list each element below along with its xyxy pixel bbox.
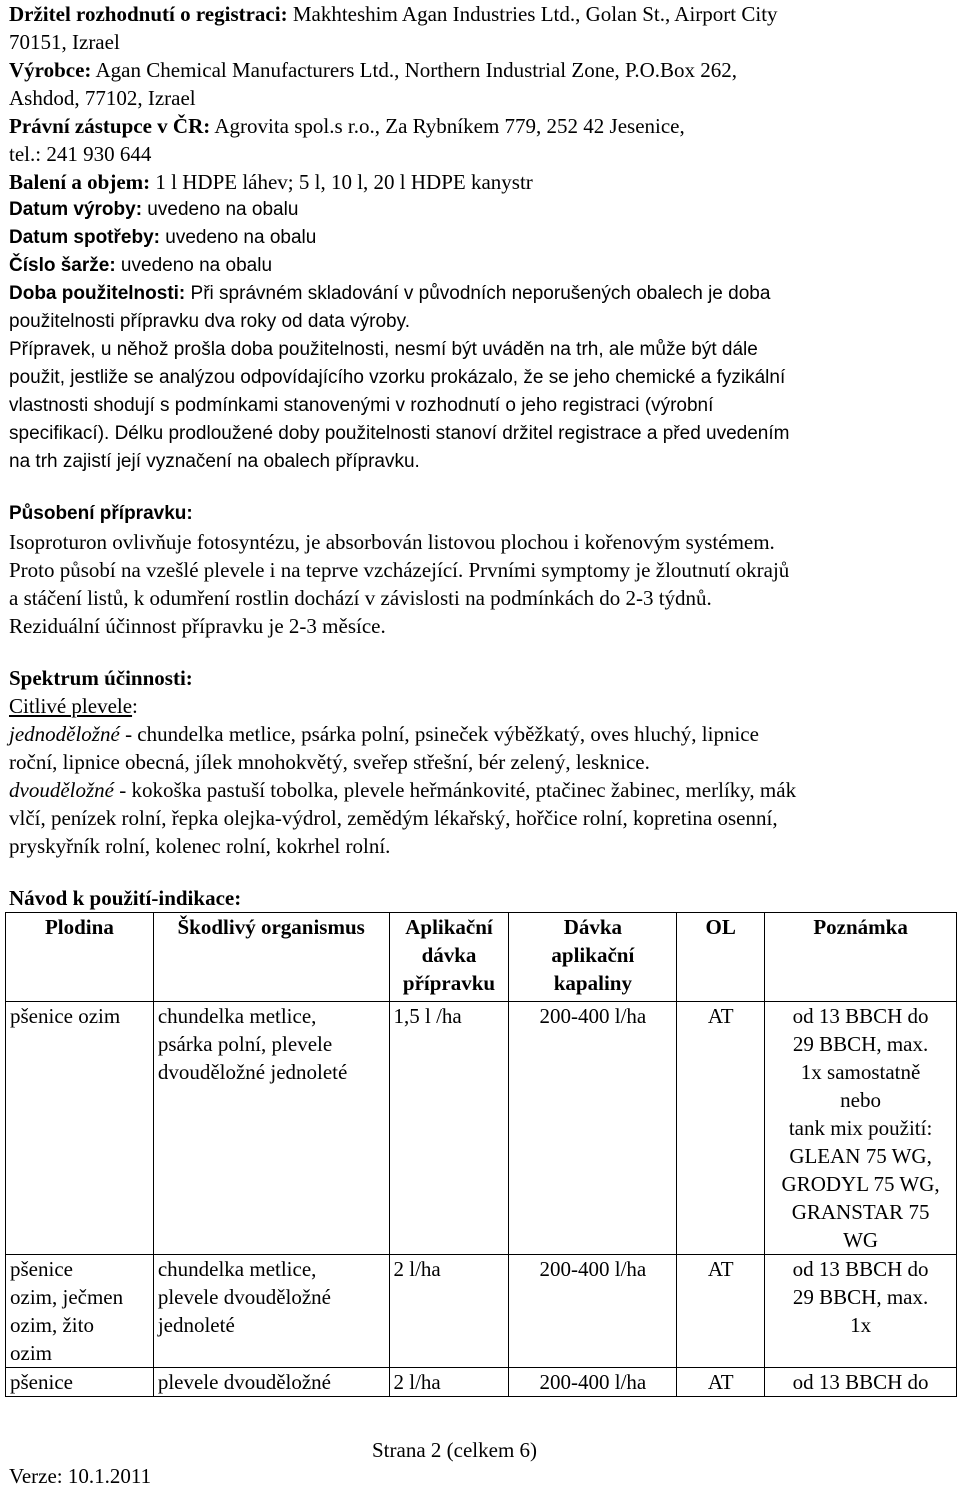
pack-value: 1 l HDPE láhev; 5 l, 10 l, 20 l HDPE kanystr [150, 170, 533, 194]
sensitive-weeds-label: Citlivé plevele [9, 694, 133, 718]
spectrum-heading: Spektrum účinnosti: [9, 666, 193, 690]
mono-line-2: roční, lipnice obecná, jílek mnohokvětý, sveřep střešní, bér zelený, lesknice. [9, 750, 650, 774]
shelf-line-2: použitelnosti přípravku dva roky od data výroby. [9, 311, 410, 332]
version-label: Verze: 10.1.2011 [9, 1464, 152, 1488]
action-line: a stáčení listů, k odumření rostlin dochází v závislosti na podmínkách do 2-3 týdnů. [9, 586, 712, 610]
action-line: Reziduální účinnost přípravku je 2-3 měsíce. [9, 614, 386, 638]
cell-dose: 2 l/ha [389, 1368, 509, 1397]
cell-dose: 1,5 l /ha [389, 1002, 509, 1255]
shelf-value: Při správném skladování v původních neporušených obalech je doba [185, 283, 771, 304]
cell-pest: plevele dvouděložné [153, 1368, 389, 1397]
mfg-date-value: uvedeno na obalu [142, 199, 299, 220]
shelf-label: Doba použitelnosti: [9, 283, 186, 304]
mono-label: jednoděložné [9, 722, 120, 746]
cell-ol: AT [677, 1368, 765, 1397]
di-label: dvouděložné [9, 778, 114, 802]
holder-value: Makhteshim Agan Industries Ltd., Golan St., Airport City [287, 2, 778, 26]
cell-dose: 2 l/ha [389, 1255, 509, 1368]
cell-ol: AT [677, 1002, 765, 1255]
holder-line-2: 70151, Izrael [9, 30, 120, 54]
col-crop: Plodina [6, 913, 154, 1002]
batch-value: uvedeno na obalu [115, 255, 273, 276]
exp-date-label: Datum spotřeby: [9, 227, 160, 248]
col-ol: OL [677, 913, 765, 1002]
rep-label: Právní zástupce v ČR: [9, 114, 211, 138]
shelf-para-line: Přípravek, u něhož prošla doba použitelnosti, nesmí být uváděn na trh, ale může být dále [9, 339, 758, 360]
indication-table [5, 912, 957, 1397]
cell-liquid: 200-400 l/ha [509, 1002, 677, 1255]
cell-liquid: 200-400 l/ha [509, 1255, 677, 1368]
mfg-date-line [9, 196, 954, 224]
table-row [6, 1255, 957, 1368]
table-row [6, 1002, 957, 1255]
holder-line-1 [9, 0, 954, 28]
col-liquid: Dávka aplikační kapaliny [509, 913, 677, 1002]
shelf-line-1 [9, 280, 954, 308]
rep-line-1 [9, 112, 954, 140]
cell-crop: pšenice ozim [6, 1002, 154, 1255]
shelf-para-line: vlastnosti shodují s podmínkami stanovenými v rozhodnutí o jeho registraci (výrobní [9, 395, 714, 416]
exp-date-line [9, 224, 954, 252]
producer-value: Agan Chemical Manufacturers Ltd., Northern Industrial Zone, P.O.Box 262, [91, 58, 738, 82]
rep-value: Agrovita spol.s r.o., Za Rybníkem 779, 252 42 Jesenice, [210, 114, 685, 138]
cell-note: od 13 BBCH do 29 BBCH, max. 1x [765, 1255, 957, 1368]
mono-text: - chundelka metlice, psárka polní, psineček výběžkatý, oves hluchý, lipnice [119, 722, 759, 746]
cell-note: od 13 BBCH do 29 BBCH, max. 1x samostatně nebo tank mix použití: GLEAN 75 WG, GRODYL 75 WG, GRANSTAR 75 WG [765, 1002, 957, 1255]
batch-label: Číslo šarže: [9, 255, 116, 276]
holder-label: Držitel rozhodnutí o registraci: [9, 2, 288, 26]
action-line: Proto působí na vzešlé plevele i na teprve vzcházející. Prvními symptomy je žloutnutí okrajů [9, 558, 790, 582]
cell-note: od 13 BBCH do [765, 1368, 957, 1397]
col-dose: Aplikační dávka přípravku [389, 913, 509, 1002]
col-pest: Škodlivý organismus [153, 913, 389, 1002]
pack-line [9, 168, 954, 196]
action-heading: Působení přípravku: [9, 503, 193, 524]
di-text: - kokoška pastuší tobolka, plevele heřmánkovité, ptačinec žabinec, merlíky, mák [113, 778, 797, 802]
mfg-date-label: Datum výroby: [9, 199, 143, 220]
document-page [9, 0, 954, 1397]
di-line-1 [9, 776, 954, 804]
producer-line-1 [9, 56, 954, 84]
page-number: Strana 2 (celkem 6) [372, 1438, 538, 1462]
producer-line-2: Ashdod, 77102, Izrael [9, 86, 196, 110]
sensitive-weeds-colon: : [132, 694, 138, 718]
table-row [6, 1368, 957, 1397]
cell-pest: chundelka metlice, plevele dvouděložné jednoleté [153, 1255, 389, 1368]
rep-line-2: tel.: 241 930 644 [9, 142, 152, 166]
di-line-3: pryskyřník rolní, kolenec rolní, kokrhel rolní. [9, 834, 391, 858]
cell-crop: pšenice ozim, ječmen ozim, žito ozim [6, 1255, 154, 1368]
action-line: Isoproturon ovlivňuje fotosyntézu, je absorbován listovou plochou i kořenovým systémem. [9, 530, 775, 554]
batch-line [9, 252, 954, 280]
table-header-row [6, 913, 957, 1002]
shelf-para-line: použit, jestliže se analýzou odpovídajícího vzorku prokázalo, že se jeho chemické a fyzikální [9, 367, 786, 388]
exp-date-value: uvedeno na obalu [159, 227, 317, 248]
usage-heading: Návod k použití-indikace: [9, 886, 242, 910]
col-note: Poznámka [765, 913, 957, 1002]
di-line-2: vlčí, penízek rolní, řepka olejka-výdrol, zemědým lékařský, hořčice rolní, kopretina osenní, [9, 806, 778, 830]
cell-ol: AT [677, 1255, 765, 1368]
producer-label: Výrobce: [9, 58, 92, 82]
sensitive-weeds-line [9, 692, 954, 720]
shelf-para-line: na trh zajistí její vyznačení na obalech přípravku. [9, 451, 420, 472]
pack-label: Balení a objem: [9, 170, 151, 194]
cell-pest: chundelka metlice, psárka polní, plevele dvouděložné jednoleté [153, 1002, 389, 1255]
shelf-para-line: specifikací). Délku prodloužené doby použitelnosti stanoví držitel registrace a před uvedením [9, 423, 790, 444]
cell-liquid: 200-400 l/ha [509, 1368, 677, 1397]
cell-crop: pšenice [6, 1368, 154, 1397]
mono-line-1 [9, 720, 954, 748]
